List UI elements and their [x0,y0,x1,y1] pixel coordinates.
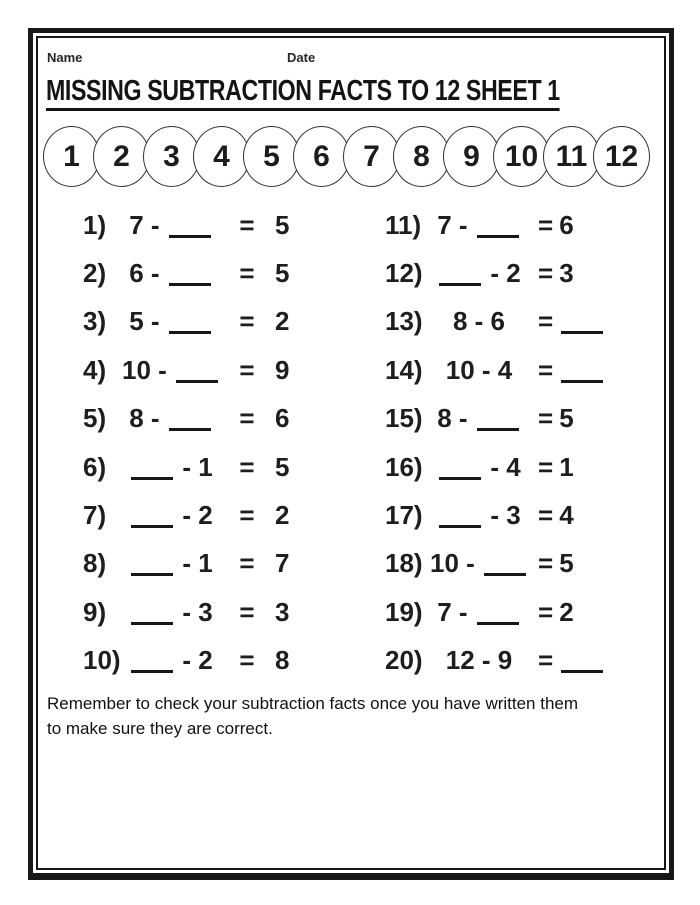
problem-expression: - 3 [428,500,530,531]
problem-number: 13) [385,306,423,337]
answer-blank [477,235,519,238]
answer-blank [561,380,603,383]
problem-row [83,491,344,539]
answer-blank [131,622,173,625]
problem-row [385,346,605,394]
problem-row [385,201,605,249]
problem-answer: 6 [559,209,574,240]
problem-expression: - 2 [428,258,530,289]
equals-sign: = [239,354,255,385]
problem-answer: 3 [559,258,574,289]
problem-row [385,491,605,539]
name-field-label: Name [47,50,83,65]
problem-number: 17) [385,500,423,531]
problem-number: 4) [83,354,107,385]
problem-answer: 4 [559,500,574,531]
equals-sign: = [538,306,554,337]
footer-note [47,691,664,742]
problem-expression: - 2 [115,500,227,531]
worksheet-page [36,36,666,870]
problem-number: 20) [385,645,423,676]
page-border [28,28,674,880]
problem-number: 19) [385,596,423,627]
header-row [42,46,664,68]
problem-number: 6) [83,451,107,482]
problems-column-left [42,201,344,685]
problem-number: 10) [83,645,121,676]
problem-answer [559,306,605,337]
equals-sign: = [538,548,554,579]
problem-row [385,443,605,491]
answer-blank [439,283,481,286]
problem-answer: 5 [275,258,290,289]
problem-expression: 7 - [428,597,530,628]
answer-blank [477,622,519,625]
problem-row [83,588,344,636]
problem-answer: 5 [275,451,290,482]
problem-answer: 5 [559,548,574,579]
equals-sign: = [538,596,554,627]
number-circle: 12 [593,126,650,187]
footer-note-line: Remember to check your subtraction facts once you have written them [47,693,579,713]
problem-row [83,201,344,249]
problem-row [385,249,605,297]
number-circle: 3 [143,126,200,187]
problem-expression: - 2 [115,645,227,676]
problem-answer: 3 [275,596,290,627]
number-circle: 9 [443,126,500,187]
date-field-label: Date [287,50,316,65]
problem-row [83,540,344,588]
problem-expression: 7 - [428,210,530,241]
answer-blank [169,235,211,238]
problem-expression: 8 - [428,403,530,434]
problem-row [385,395,605,443]
answer-blank [169,331,211,334]
number-circle: 10 [493,126,550,187]
equals-sign: = [239,258,255,289]
number-circle: 11 [543,126,600,187]
problem-row [385,588,605,636]
equals-sign: = [538,451,554,482]
answer-blank [561,331,603,334]
answer-blank [176,380,218,383]
problem-answer: 8 [275,645,290,676]
problem-answer: 2 [559,596,574,627]
problem-number: 16) [385,451,423,482]
answer-blank [131,670,173,673]
equals-sign: = [239,500,255,531]
number-line [43,126,664,187]
problem-answer: 7 [275,548,290,579]
problem-number: 5) [83,403,107,434]
problem-number: 7) [83,500,107,531]
problem-expression: 6 - [115,258,227,289]
problem-number: 3) [83,306,107,337]
problem-answer: 1 [559,451,574,482]
problem-expression: 7 - [115,210,227,241]
equals-sign: = [239,596,255,627]
answer-blank [561,670,603,673]
problem-expression: 8 - 6 [452,306,506,337]
problem-number: 12) [385,258,423,289]
equals-sign: = [239,209,255,240]
equals-sign: = [239,548,255,579]
problem-expression: 12 - 9 [445,645,513,676]
problem-expression: - 1 [115,452,227,483]
problem-number: 1) [83,209,107,240]
problem-expression: - 3 [115,597,227,628]
equals-sign: = [538,209,554,240]
problem-row [83,395,344,443]
problem-answer: 5 [559,403,574,434]
problem-number: 18) [385,548,423,579]
equals-sign: = [239,645,255,676]
number-circle: 8 [393,126,450,187]
problem-number: 14) [385,354,423,385]
problem-answer: 2 [275,306,290,337]
footer-note-line: to make sure they are correct. [47,719,273,739]
answer-blank [484,573,526,576]
equals-sign: = [538,258,554,289]
problem-expression: 10 - 4 [445,354,513,385]
problem-number: 11) [385,209,422,240]
problem-row [385,540,605,588]
problems-column-right [344,201,605,685]
problem-row [83,249,344,297]
problem-number: 8) [83,548,107,579]
equals-sign: = [538,403,554,434]
problem-row [83,346,344,394]
problem-answer: 5 [275,209,290,240]
problem-number: 2) [83,258,107,289]
equals-sign: = [538,500,554,531]
answer-blank [131,477,173,480]
number-circle: 4 [193,126,250,187]
equals-sign: = [538,354,554,385]
equals-sign: = [239,451,255,482]
problem-answer: 2 [275,500,290,531]
problem-expression: 5 - [115,306,227,337]
problem-number: 9) [83,596,107,627]
problem-row [385,637,605,685]
answer-blank [439,525,481,528]
equals-sign: = [239,306,255,337]
number-circle: 2 [93,126,150,187]
problem-expression: - 4 [428,452,530,483]
problems-area [42,201,664,685]
equals-sign: = [239,403,255,434]
number-circle: 6 [293,126,350,187]
problem-number: 15) [385,403,423,434]
problem-row [385,298,605,346]
problem-row [83,637,344,685]
problem-expression: 10 - [428,548,530,579]
problem-expression: 8 - [115,403,227,434]
answer-blank [439,477,481,480]
problem-expression: 10 - [115,355,227,386]
problem-answer: 6 [275,403,290,434]
title-row [46,76,664,114]
problem-answer [559,355,605,386]
answer-blank [169,428,211,431]
problem-row [83,298,344,346]
number-circle: 7 [343,126,400,187]
number-circle: 1 [43,126,100,187]
worksheet-title: MISSING SUBTRACTION FACTS TO 12 SHEET 1 [46,76,560,111]
problem-row [83,443,344,491]
number-circle: 5 [243,126,300,187]
problem-answer [559,645,605,676]
problem-answer: 9 [275,354,290,385]
equals-sign: = [538,645,554,676]
problem-expression: - 1 [115,548,227,579]
answer-blank [131,573,173,576]
answer-blank [131,525,173,528]
answer-blank [169,283,211,286]
answer-blank [477,428,519,431]
